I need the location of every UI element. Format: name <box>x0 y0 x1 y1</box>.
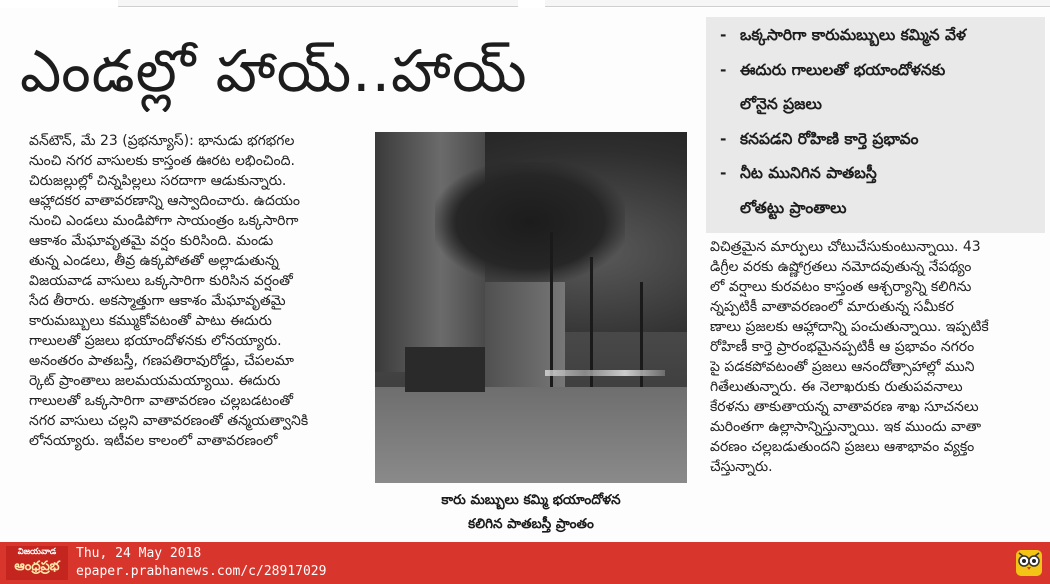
highlight-text: ఈదురు గాలులతో భయాందోళనకు <box>740 61 946 79</box>
article-line: లోనయ్యారు. ఇటీవల కాలంలో వాతావరణంలో <box>29 433 278 449</box>
highlight-text: నీట మునిగిన పాతబస్తీ <box>740 164 877 182</box>
article-line: కేరళను తాకుతాయన్న వాతావరణ శాఖ సూచనలు <box>710 399 979 415</box>
article-line: అనంతరం పాతబస్తీ, గణపతిరావురోడ్డు, చేపలమా <box>29 353 294 369</box>
article-line: ఆహ్లాదకర వాతావరణాన్ని ఆస్వాదించారు. ఉదయం <box>29 193 300 209</box>
article-line: రోహిణీ కార్తె ప్రారంభమైనప్పటికీ ఆ ప్రభావం నగరం <box>710 339 975 355</box>
photo-road <box>375 387 687 483</box>
footer-bar <box>0 542 1050 584</box>
article-line: మరింతగా ఉల్లాసాన్నిస్తున్నాయి. ఇక ముందు వాతా <box>710 419 982 435</box>
bullet-dash: - <box>720 26 727 44</box>
article-line: ర్కెట్ ప్రాంతాలు జలమయమయ్యాయి. ఈదురు <box>29 373 281 389</box>
article-line: న్నప్పటికీ వాతావరణంలో మారుతున్న సమీకర <box>710 299 954 315</box>
article-line: చిరుజల్లుల్లో చిన్నపిల్లలు సరదాగా ఆడుకున్నారు. <box>29 173 287 189</box>
bullet-dash: - <box>720 130 727 148</box>
article-line: గాలులతో ప్రజలు భయాందోళనకు లోనయ్యారు. <box>29 333 282 349</box>
photo-tree <box>435 162 625 282</box>
headline: ఎండల్లో హాయ్..హాయ్ <box>20 37 528 105</box>
article-line: విచిత్రమైన మార్పులు చోటుచేసుకుంటున్నాయి. 43 <box>710 239 981 255</box>
article-line: నుంచి నగర వాసులకు కాస్తంత ఊరట లభించింది. <box>29 153 295 169</box>
article-line: ణాలు ప్రజలకు ఆహ్లాదాన్ని పంచుతున్నాయి. ఇప్పటికే <box>710 319 989 335</box>
article-column-1 <box>29 131 359 451</box>
highlight-text: లోతట్టు ప్రాంతాలు <box>740 199 847 217</box>
article-column-2 <box>710 237 1045 477</box>
previous-page-strip <box>0 0 1050 8</box>
photo-pole <box>550 232 553 392</box>
photo-caption <box>375 488 687 536</box>
owl-icon[interactable] <box>1014 548 1044 578</box>
caption-line: కారు మబ్బులు కమ్మి భయాందోళన <box>441 492 621 508</box>
previous-article-edge-left <box>118 0 518 7</box>
article-line: తున్న ఎండలు, తీవ్ర ఉక్కపోతతో అల్లాడుతున్న <box>29 253 279 269</box>
article-line: విజయవాడ వాసులు ఒక్కసారిగా కురిసిన వర్షంతో <box>29 273 293 289</box>
logo-edition: విజయవాడ <box>17 547 57 557</box>
article-line: ఆకాశం మేఘావృతమై వర్షం కురిసింది. మండు <box>29 233 274 249</box>
article-line: వరణం చల్లబడుతుందని ప్రజలు ఆశాభావం వ్యక్తం <box>710 439 975 455</box>
article-line: కారుమబ్బులు కమ్ముకోవటంతో పాటు ఈదురు <box>29 313 272 329</box>
article-line: పై పడకపోవటంతో ప్రజలు ఆనందోత్సాహాల్లో ముని <box>710 359 975 375</box>
photo-street-lights <box>545 370 665 376</box>
article-line: వన్‌టౌన్, మే 23 (ప్రభన్యూస్): భానుడు భగభగల <box>29 133 295 149</box>
highlight-text: కనపడని రోహిణి కార్తె ప్రభావం <box>740 130 919 148</box>
article-line: నుంచి ఎండలు మండిపోగా సాయంత్రం ఒక్కసారిగా <box>29 213 299 229</box>
article-line: నగర వాసులు చల్లని వాతావరణంతో తన్మయత్వానికి <box>29 413 309 429</box>
bullet-dash: - <box>720 164 727 182</box>
news-photo <box>375 132 687 483</box>
article-line: గాలులతో ఒక్కసారిగా వాతావరణం చల్లబడటంతో <box>29 393 293 409</box>
article-line: గితేలుతున్నారు. ఈ నెలాఖరుకు రుతుపవనాలు <box>710 379 963 395</box>
highlight-text: ఒక్కసారిగా కారుమబ్బులు కమ్మిన వేళ <box>740 26 967 44</box>
article-line: లో వర్షాలు కురవటం కాస్తంత ఆశ్చర్యాన్ని కలిగిను <box>710 279 972 295</box>
article-line: డిగ్రీల వరకు ఉష్ణోగ్రతలు నమోదవుతున్న నేపథ్యం <box>710 259 972 275</box>
photo-vehicle <box>405 347 485 392</box>
footer-meta <box>76 545 326 581</box>
article-line: చేస్తున్నారు. <box>710 459 773 475</box>
highlights-box <box>706 17 1045 233</box>
newspaper-logo[interactable] <box>6 546 68 580</box>
bullet-dash: - <box>720 61 727 79</box>
edition-date: Thu, 24 May 2018 <box>76 546 202 561</box>
epaper-link[interactable]: epaper.prabhanews.com/c/28917029 <box>76 564 327 579</box>
highlight-text: లోనైన ప్రజలు <box>740 95 822 113</box>
caption-line: కలిగిన పాతబస్తీ ప్రాంతం <box>468 516 594 532</box>
previous-article-edge-right <box>545 0 1050 7</box>
article-line: సేద తీరారు. అకస్మాత్తుగా ఆకాశం మేఘావృతమై <box>29 293 286 309</box>
logo-title: ఆంధ్రప్రభ <box>14 559 60 574</box>
photo-pole <box>590 257 593 387</box>
